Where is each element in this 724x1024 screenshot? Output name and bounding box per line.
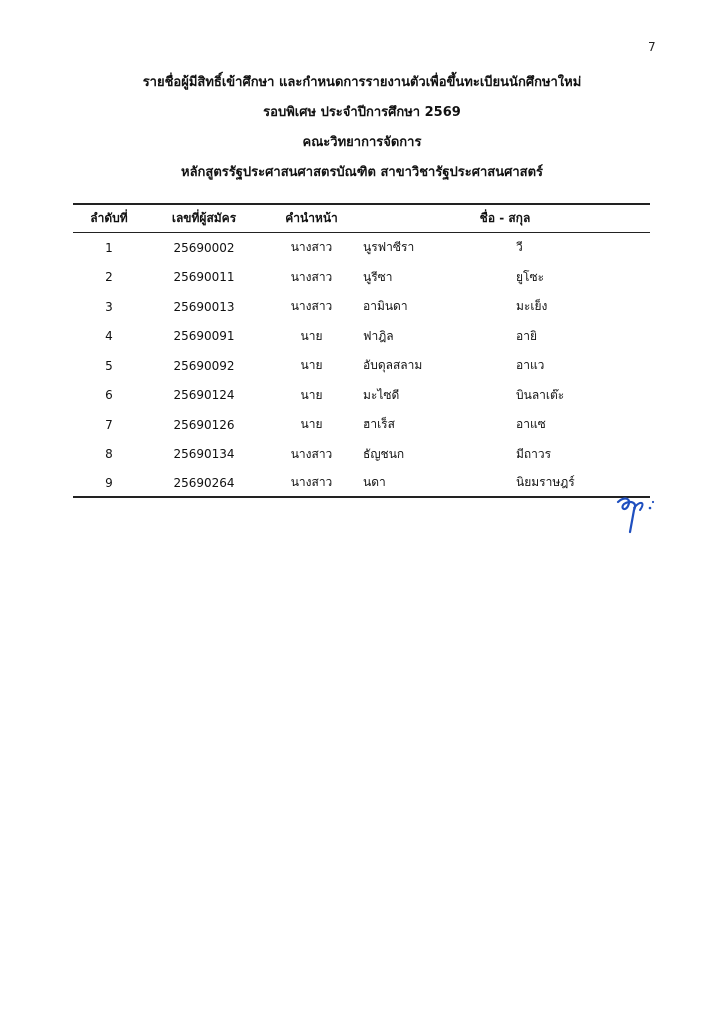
header-prefix: คำนำหน้า (263, 204, 360, 233)
cell-order: 6 (105, 388, 113, 403)
table-header (73, 204, 650, 233)
header-name: ชื่อ - สกุล (360, 204, 650, 233)
cell-last-name: ยูโซะ (516, 269, 545, 284)
page-number: 7 (648, 40, 656, 54)
table-row (73, 410, 650, 440)
cell-prefix: นาย (300, 417, 323, 432)
cell-last-name: มะเย็ง (516, 299, 548, 314)
cell-first-name: ฮาเร็ส (363, 417, 395, 432)
heading-line-4: หลักสูตรรัฐประศาสนศาสตรบัณฑิต สาขาวิชารัฐประศาสนศาสตร์ (181, 165, 543, 180)
header-order: ลำดับที่ (73, 204, 145, 233)
table-row (73, 292, 650, 322)
table-header-row (73, 204, 650, 233)
header-applicant-no: เลขที่ผู้สมัคร (145, 204, 263, 233)
cell-applicant-no: 25690002 (173, 240, 235, 255)
cell-first-name: ธัญชนก (363, 446, 405, 461)
cell-last-name: มีถาวร (516, 446, 552, 461)
table-row (73, 233, 650, 263)
heading-line-2: รอบพิเศษ ประจำปีการศึกษา 2569 (263, 105, 461, 120)
cell-last-name: อาแซ (516, 417, 546, 432)
table-row (73, 440, 650, 470)
heading-line-3: คณะวิทยาการจัดการ (302, 135, 422, 150)
cell-applicant-no: 25690013 (173, 299, 235, 314)
cell-order: 3 (105, 299, 113, 314)
cell-last-name: อายิ (516, 328, 537, 343)
cell-last-name: นิยมราษฎร์ (516, 469, 650, 497)
cell-prefix: นางสาว (290, 240, 333, 255)
cell-applicant-no: 25690264 (145, 469, 263, 497)
table-row (73, 381, 650, 411)
cell-prefix: นางสาว (290, 269, 333, 284)
cell-first-name: นดา (360, 469, 516, 497)
cell-applicant-no: 25690134 (173, 447, 235, 462)
cell-order: 1 (105, 240, 113, 255)
cell-applicant-no: 25690011 (173, 270, 235, 285)
cell-prefix: นาย (300, 328, 323, 343)
cell-order: 7 (105, 417, 113, 432)
cell-applicant-no: 25690092 (173, 358, 235, 373)
cell-first-name: ฟาฎิล (363, 328, 394, 343)
cell-first-name: อับดุลสลาม (363, 358, 423, 373)
cell-prefix: นาย (300, 358, 323, 373)
table-row (73, 263, 650, 293)
table-row (73, 351, 650, 381)
cell-applicant-no: 25690126 (173, 417, 235, 432)
cell-order: 2 (105, 270, 113, 285)
cell-first-name: มะไซดี (363, 387, 400, 402)
cell-order: 4 (105, 329, 113, 344)
cell-order: 8 (105, 447, 113, 462)
cell-first-name: อามินดา (363, 299, 408, 314)
cell-prefix: นางสาว (263, 469, 360, 497)
cell-prefix: นางสาว (290, 299, 333, 314)
table-row (73, 322, 650, 352)
cell-last-name: อาแว (516, 358, 545, 373)
applicant-table (73, 203, 650, 498)
cell-first-name: นูรีซา (363, 269, 393, 284)
table-row (73, 469, 650, 497)
cell-prefix: นาย (300, 387, 323, 402)
signature-mark (610, 488, 660, 538)
cell-last-name: บินลาเต๊ะ (516, 387, 565, 402)
document-heading (0, 68, 724, 188)
heading-line-1: รายชื่อผู้มีสิทธิ์เข้าศึกษา และกำหนดการรายงานตัวเพื่อขึ้นทะเบียนนักศึกษาใหม่ (142, 75, 582, 90)
cell-applicant-no: 25690124 (173, 388, 235, 403)
cell-order: 9 (73, 469, 145, 497)
cell-applicant-no: 25690091 (173, 329, 235, 344)
cell-prefix: นางสาว (290, 446, 333, 461)
table-body (73, 233, 650, 498)
cell-order: 5 (105, 358, 113, 373)
cell-first-name: นูรฟาซีรา (363, 240, 415, 255)
cell-last-name: วี (516, 240, 523, 255)
